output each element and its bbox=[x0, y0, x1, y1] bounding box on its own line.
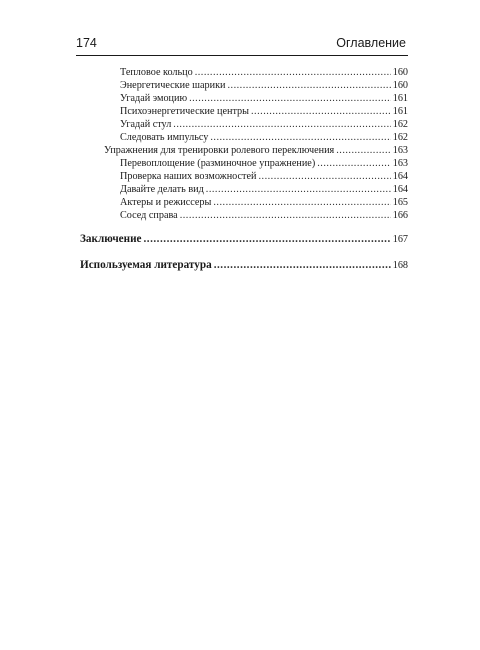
toc-entry bbox=[76, 157, 408, 170]
toc-entry-page: 168 bbox=[392, 260, 408, 271]
toc-entry bbox=[76, 170, 408, 183]
toc-entry-page: 161 bbox=[392, 106, 408, 117]
toc-entry-title: Следовать импульсу bbox=[120, 132, 209, 143]
toc-entry bbox=[76, 92, 408, 105]
toc-entry-title: Заключение bbox=[80, 233, 142, 245]
toc-leader-dots bbox=[173, 118, 390, 131]
spacer bbox=[76, 222, 408, 232]
toc-leader-dots bbox=[143, 232, 390, 247]
toc-entry-page: 163 bbox=[392, 145, 408, 156]
toc-entry-title: Давайте делать вид bbox=[120, 184, 204, 195]
toc-entry-title: Актеры и режиссеры bbox=[120, 197, 212, 208]
toc-leader-dots bbox=[251, 105, 391, 118]
toc-entry-title: Угадай стул bbox=[120, 119, 172, 130]
toc-leader-dots bbox=[206, 183, 391, 196]
header-divider bbox=[76, 55, 408, 56]
toc-entry bbox=[76, 183, 408, 196]
page-number: 174 bbox=[76, 36, 97, 50]
toc-entry bbox=[76, 66, 408, 79]
toc-entry-title: Энергетические шарики bbox=[120, 80, 226, 91]
toc-leader-dots bbox=[189, 92, 391, 105]
toc-entry-page: 160 bbox=[392, 67, 408, 78]
toc-leader-dots bbox=[258, 170, 390, 183]
toc-leader-dots bbox=[317, 157, 391, 170]
toc-entry-chapter bbox=[76, 232, 408, 247]
toc-entry-chapter bbox=[76, 258, 408, 273]
toc-entry-page: 162 bbox=[392, 132, 408, 143]
toc-entry-page: 160 bbox=[392, 80, 408, 91]
toc-entry-page: 166 bbox=[392, 210, 408, 221]
toc-entry-title: Психоэнергетические центры bbox=[120, 106, 249, 117]
table-of-contents bbox=[76, 66, 408, 273]
toc-entry-title: Упражнения для тренировки ролевого переключения bbox=[104, 145, 335, 156]
toc-entry bbox=[76, 118, 408, 131]
toc-entry-title: Перевоплощение (разминочное упражнение) bbox=[120, 158, 316, 169]
toc-entry bbox=[76, 79, 408, 92]
toc-entry-title: Проверка наших возможностей bbox=[120, 171, 257, 182]
toc-leader-dots bbox=[180, 209, 391, 222]
toc-entry-title: Угадай эмоцию bbox=[120, 93, 188, 104]
toc-entry-title: Используемая литература bbox=[80, 259, 212, 271]
toc-leader-dots bbox=[214, 258, 391, 273]
toc-entry bbox=[76, 131, 408, 144]
toc-entry bbox=[76, 105, 408, 118]
toc-entry-page: 164 bbox=[392, 184, 408, 195]
toc-entry-page: 164 bbox=[392, 171, 408, 182]
toc-leader-dots bbox=[336, 144, 391, 157]
toc-entry bbox=[76, 209, 408, 222]
toc-leader-dots bbox=[227, 79, 390, 92]
toc-leader-dots bbox=[210, 131, 390, 144]
toc-entry-page: 165 bbox=[392, 197, 408, 208]
toc-entry-title: Сосед справа bbox=[120, 210, 178, 221]
toc-entry bbox=[76, 196, 408, 209]
toc-leader-dots bbox=[195, 66, 391, 79]
toc-entry-page: 163 bbox=[392, 158, 408, 169]
toc-entry bbox=[76, 144, 408, 157]
toc-entry-title: Тепловое кольцо bbox=[120, 67, 193, 78]
toc-leader-dots bbox=[213, 196, 390, 209]
toc-entry-page: 162 bbox=[392, 119, 408, 130]
running-title: Оглавление bbox=[336, 36, 406, 50]
toc-entry-page: 161 bbox=[392, 93, 408, 104]
spacer bbox=[76, 247, 408, 258]
page-header bbox=[76, 36, 406, 56]
toc-entry-page: 167 bbox=[392, 234, 408, 245]
